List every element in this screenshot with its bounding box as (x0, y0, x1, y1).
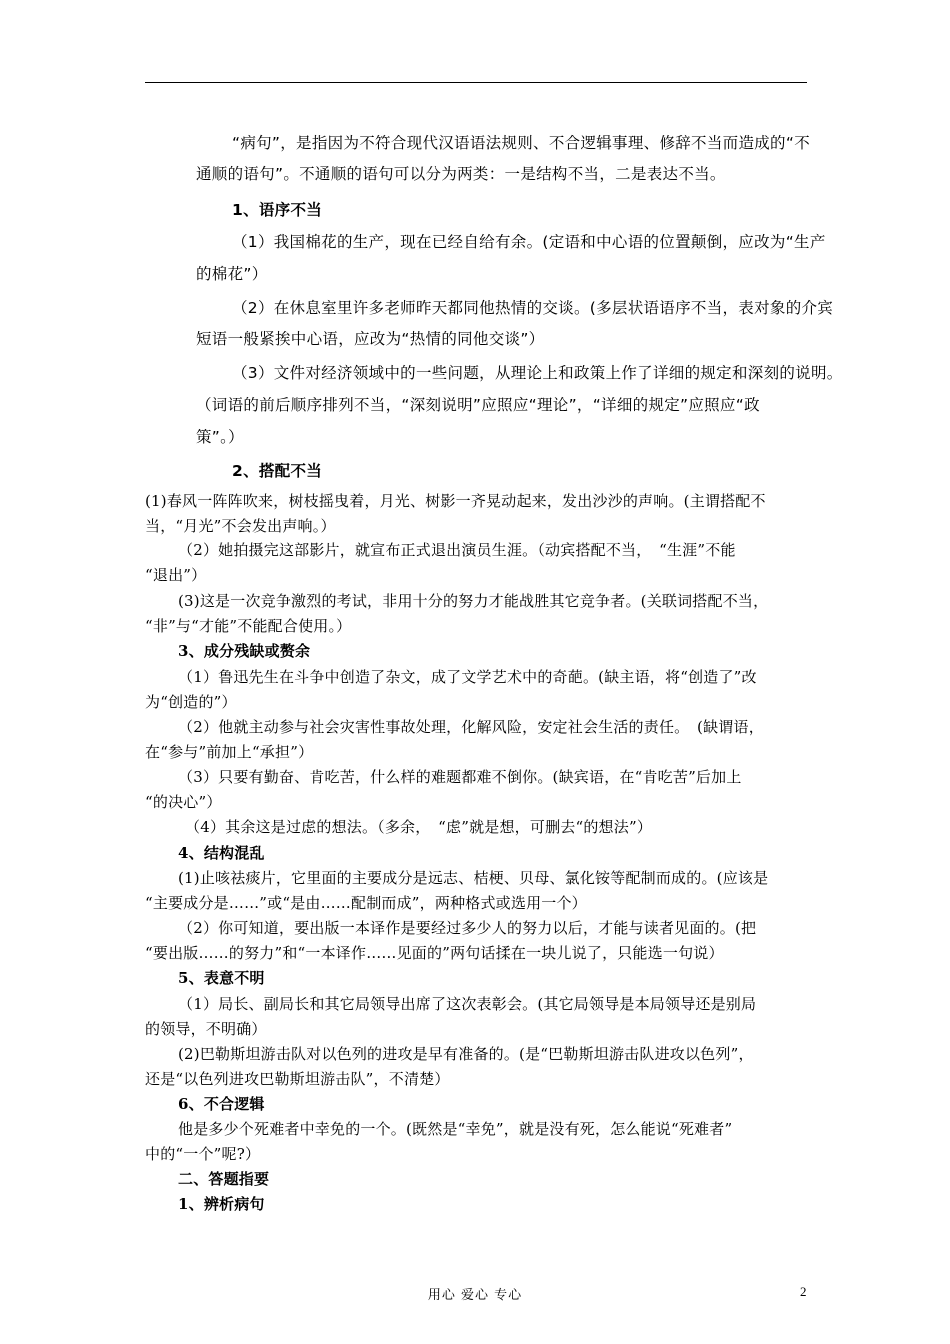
text-line: （词语的前后顺序排列不当，“深刻说明”应照应“理论”，“详细的规定”应照应“政 (196, 396, 760, 414)
section-heading: 3、成分残缺或赘余 (178, 642, 311, 660)
text-line: (1)止咳祛痰片，它里面的主要成分是远志、桔梗、贝母、氯化铵等配制而成的。(应该是 (178, 869, 769, 887)
text-line: (1)春风一阵阵吹来，树枝摇曳着，月光、树影一齐晃动起来，发出沙沙的声响。(主谓搭配不 (145, 492, 766, 510)
text-line: （3）文件对经济领域中的一些问题，从理论上和政策上作了详细的规定和深刻的说明。 (232, 364, 843, 382)
text-line: 中的“一个”呢?） (145, 1145, 261, 1163)
text-line: “要出版……的努力”和“一本译作……见面的”两句话揉在一块儿说了，只能选一句说） (145, 944, 724, 962)
text-line: （1）局长、副局长和其它局领导出席了这次表彰会。(其它局领导是本局领导还是别局 (178, 995, 757, 1013)
text-line: （3）只要有勤奋、肯吃苦，什么样的难题都难不倒你。(缺宾语，在“肯吃苦”后加上 (178, 768, 742, 786)
text-line: （2）在休息室里许多老师昨天都同他热情的交谈。(多层状语语序不当，表对象的介宾 (232, 299, 834, 317)
text-line: “退出”） (145, 566, 207, 584)
text-line: 当，“月光”不会发出声响。） (145, 517, 336, 535)
section-heading: 1、语序不当 (232, 201, 323, 219)
section-heading: 1、辨析病句 (178, 1195, 265, 1213)
section-heading: 5、表意不明 (178, 969, 265, 987)
section-heading: 二、答题指要 (178, 1170, 270, 1188)
text-line: “非”与“才能”不能配合使用。） (145, 617, 352, 635)
header-rule (145, 82, 807, 83)
page-footer: 用心 爱心 专心 (427, 1288, 523, 1303)
text-line: 的棉花”） (196, 265, 268, 283)
text-line: （2）你可知道，要出版一本译作是要经过多少人的努力以后，才能与读者见面的。(把 (178, 919, 757, 937)
text-line: 为“创造的”） (145, 693, 237, 711)
text-line: 短语一般紧挨中心语，应改为“热情的同他交谈”） (196, 330, 545, 348)
text-line: (2)巴勒斯坦游击队对以色列的进攻是早有准备的。(是“巴勒斯坦游击队进攻以色列”， (178, 1045, 754, 1063)
text-line: 还是“以色列进攻巴勒斯坦游击队”，不清楚） (145, 1070, 450, 1088)
text-line: 的领导，不明确） (145, 1020, 267, 1038)
text-line: （1）我国棉花的生产，现在已经自给有余。(定语和中心语的位置颠倒，应改为“生产 (232, 233, 826, 251)
text-line: “的决心”） (145, 793, 222, 811)
text-line: （2）他就主动参与社会灾害性事故处理，化解风险，安定社会生活的责任。 (缺谓语， (178, 718, 764, 736)
text-line: 策”。） (196, 428, 244, 446)
text-line: 他是多少个死难者中幸免的一个。(既然是“幸免”，就是没有死，怎么能说“死难者” (178, 1120, 733, 1138)
text-line: 通顺的语句”。不通顺的语句可以分为两类：一是结构不当，二是表达不当。 (196, 165, 726, 183)
text-line: 在“参与”前加上“承担”） (145, 743, 314, 761)
text-line: “主要成分是……”或“是由……配制而成”，两种格式或选用一个） (145, 894, 587, 912)
section-heading: 6、不合逻辑 (178, 1095, 265, 1113)
text-line: (3)这是一次竞争激烈的考试，非用十分的努力才能战胜其它竞争者。(关联词搭配不当， (178, 592, 769, 610)
section-heading: 4、结构混乱 (178, 844, 265, 862)
text-line: （2）她拍摄完这部影片，就宣布正式退出演员生涯。（动宾搭配不当， “生涯”不能 (178, 541, 736, 559)
page-number: 2 (800, 1284, 807, 1299)
text-line: （4）其余这是过虑的想法。（多余， “虑”就是想，可删去“的想法”） (185, 818, 653, 836)
section-heading: 2、搭配不当 (232, 462, 323, 480)
text-line: （1）鲁迅先生在斗争中创造了杂文，成了文学艺术中的奇葩。(缺主语，将“创造了”改 (178, 668, 757, 686)
text-line: “病句”，是指因为不符合现代汉语语法规则、不合逻辑事理、修辞不当而造成的“不 (232, 134, 810, 152)
